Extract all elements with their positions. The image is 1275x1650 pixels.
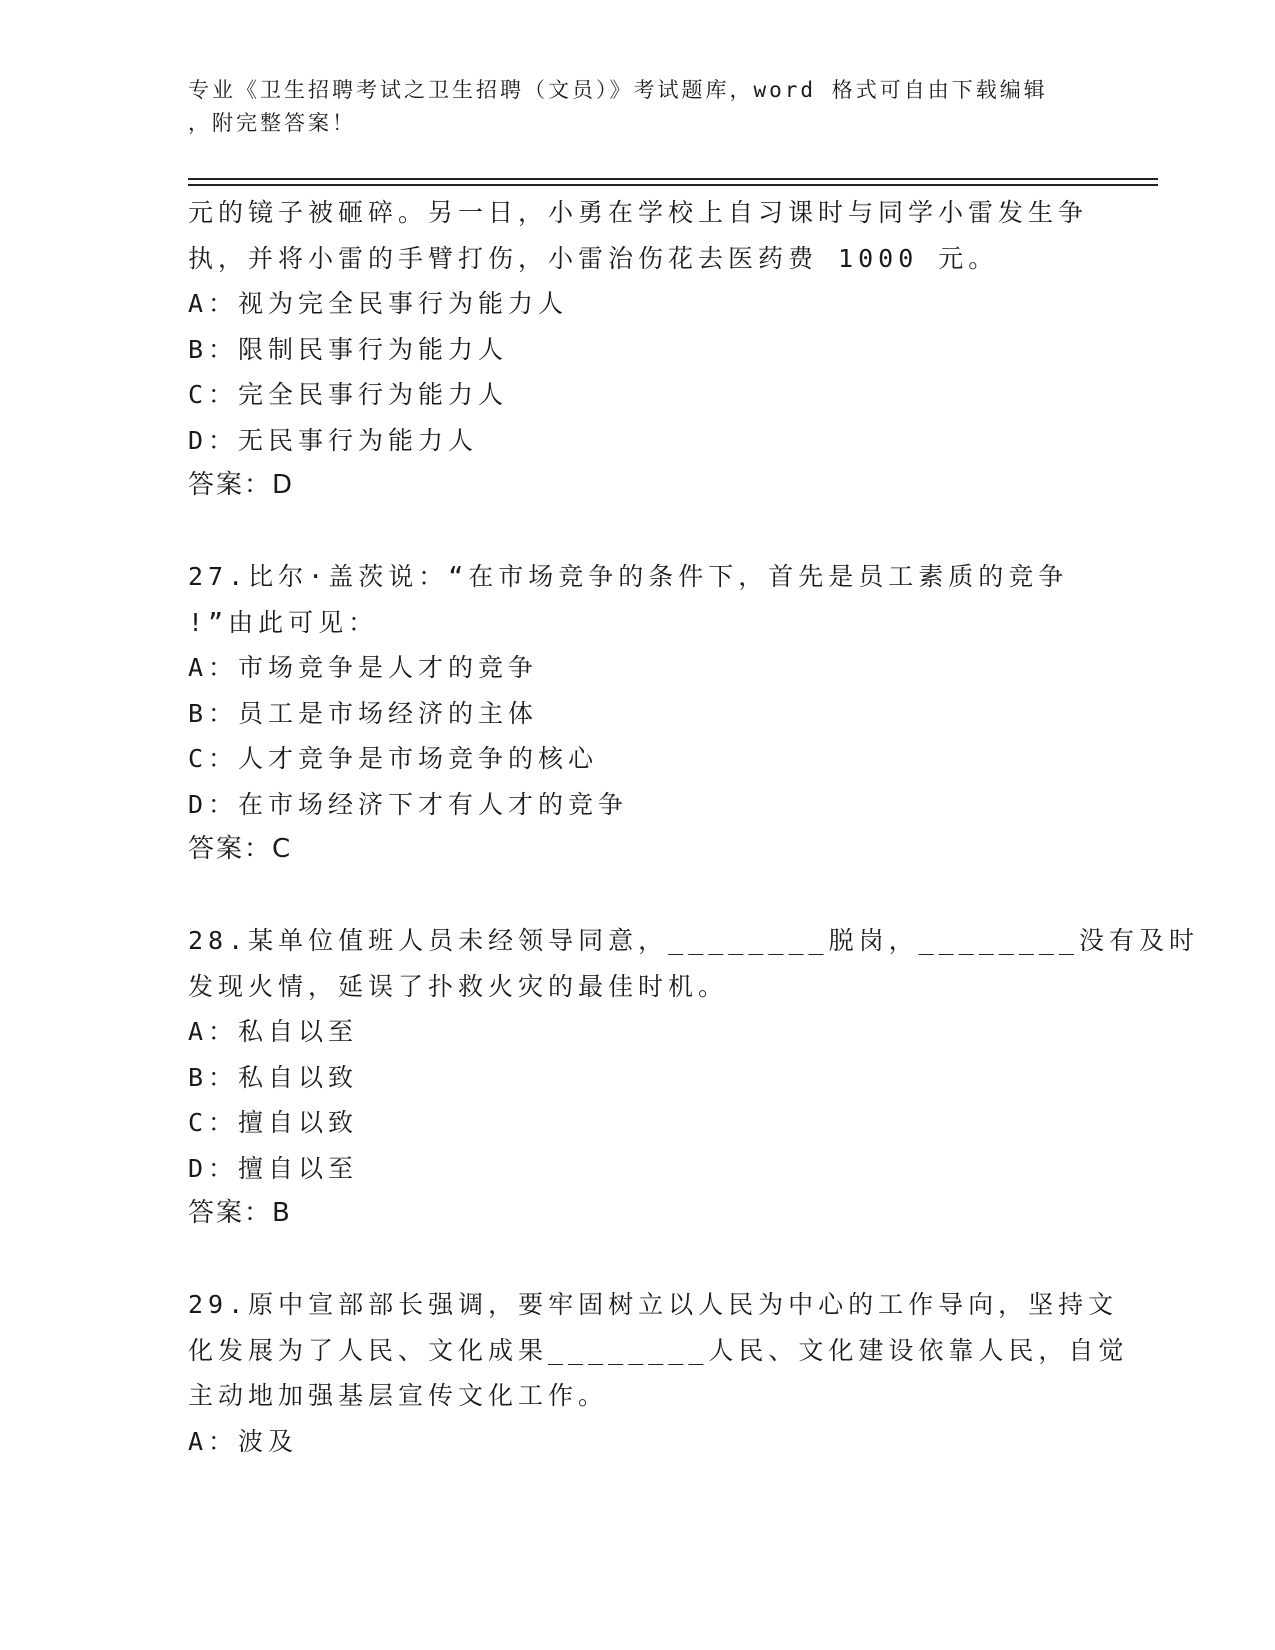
option-d: D：擅自以至 [188,1153,359,1183]
question-text-line: !”由此可见： [188,607,379,637]
question-29 [188,1282,1129,1464]
option-c: C：人才竞争是市场竞争的核心 [188,744,599,773]
question-text-line: 29.原中宣部部长强调，要牢固树立以人民为中心的工作导向，坚持文 [188,1290,1119,1319]
spacer [188,1237,1088,1283]
answer-label: 答案：D [188,470,295,500]
question-content [188,190,1199,1464]
option-a: A：市场竞争是人才的竞争 [188,653,539,682]
question-text-line: 执，并将小雷的手臂打伤，小雷治伤花去医药费 1000 元。 [188,243,999,273]
question-text-line: 元的镜子被砸碎。另一日，小勇在学校上自习课时与同学小雷发生争 [188,198,1089,227]
question-26 [188,190,1088,509]
option-c: C：完全民事行为能力人 [188,380,509,409]
spacer [188,509,1088,555]
question-text-line: 27.比尔·盖茨说：“在市场竞争的条件下，首先是员工素质的竞争 [188,562,1069,591]
header-divider-top [188,178,1158,180]
header-title-line-2: ，附完整答案！ [188,111,356,135]
option-b: B：私自以致 [188,1062,359,1092]
option-a: A：波及 [188,1426,299,1456]
option-c: C：擅自以致 [188,1108,359,1137]
question-text-line: 主动地加强基层宣传文化工作。 [188,1381,609,1410]
spacer [188,873,1088,919]
document-header [188,74,1068,140]
header-divider-bottom [188,184,1158,186]
question-28 [188,918,1199,1237]
question-text-line: 28.某单位值班人员未经领导同意，________脱岗，________没有及时 [188,926,1199,955]
question-27 [188,554,1088,873]
question-text-line: 发现火情，延误了扑救火灾的最佳时机。 [188,971,729,1001]
option-d: D：无民事行为能力人 [188,425,479,455]
answer-label: 答案：B [188,1198,292,1228]
option-b: B：员工是市场经济的主体 [188,698,539,728]
question-text-line: 化发展为了人民、文化成果________人民、文化建设依靠人民，自觉 [188,1335,1129,1365]
option-a: A：视为完全民事行为能力人 [188,289,569,318]
answer-label: 答案：C [188,834,293,864]
option-b: B：限制民事行为能力人 [188,334,509,364]
header-title-line-1: 专业《卫生招聘考试之卫生招聘（文员）》考试题库，word 格式可自由下载编辑 [188,78,1048,102]
option-a: A：私自以至 [188,1017,359,1046]
option-d: D：在市场经济下才有人才的竞争 [188,789,629,819]
